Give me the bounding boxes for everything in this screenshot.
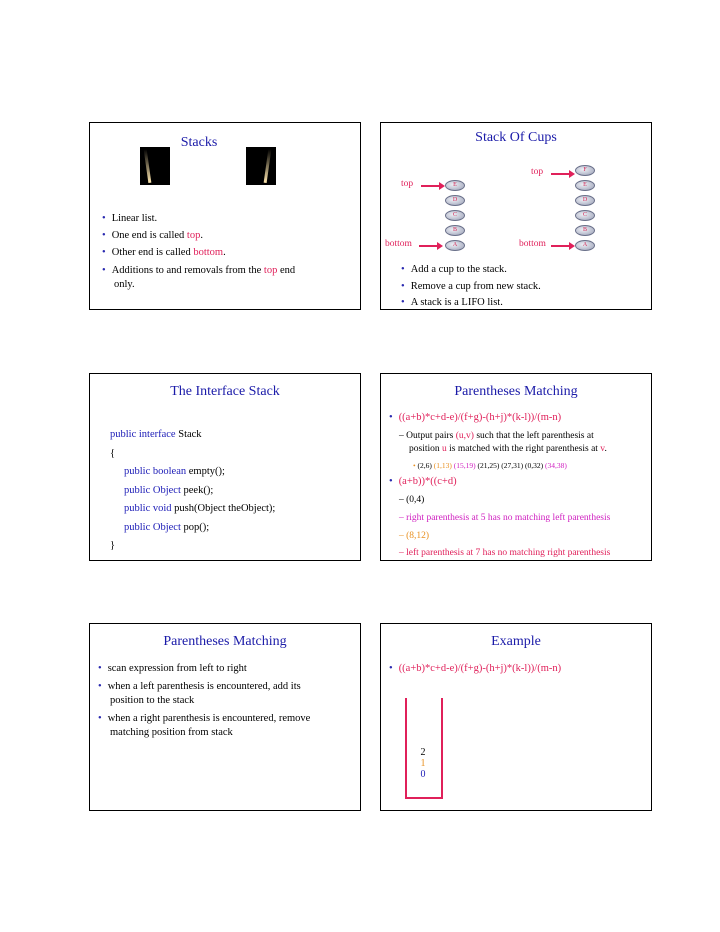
slide-interface-stack <box>89 373 361 561</box>
stack-entry: 1 <box>420 758 426 769</box>
bullet-bottom-end: • Other end is called bottom. <box>102 247 226 258</box>
cup: E <box>445 180 465 191</box>
slide-title: Parentheses Matching <box>163 634 287 649</box>
cup: E <box>575 180 595 191</box>
bottom-arrow-right <box>551 245 573 247</box>
slide-cups <box>380 122 652 310</box>
bullet-add-cup: • Add a cup to the stack. <box>401 264 507 275</box>
top-label-left: top <box>401 179 414 189</box>
result-unmatched-right: – right parenthesis at 5 has no matching left parenthesis <box>399 513 611 523</box>
bullet-lifo: • A stack is a LIFO list. <box>401 297 503 308</box>
slide-title: Example <box>491 634 541 649</box>
cup: D <box>445 195 465 206</box>
result-pair-2: – (8,12) <box>399 531 430 541</box>
cup: D <box>575 195 595 206</box>
bullet-top-end: • One end is called top. <box>102 230 203 241</box>
stack-entry: 0 <box>420 769 426 780</box>
cup: B <box>445 225 465 236</box>
bullet-expression: • ((a+b)*c+d-e)/(f+g)-(h+j)*(k-l))/(m-n) <box>389 412 562 423</box>
slide-title: Stacks <box>180 135 218 150</box>
slide-title: Stack Of Cups <box>475 130 557 145</box>
spotlight-image-left <box>140 147 170 185</box>
top-label-right: top <box>531 167 544 177</box>
cup: B <box>575 225 595 236</box>
matched-pairs-list: • (2,6) (1,13) (15,19) (21,25) (27,31) (0,32) (34,38) <box>413 461 567 470</box>
bottom-arrow-left <box>419 245 441 247</box>
code-close-brace: } <box>110 540 116 551</box>
slide-parentheses-matching-examples <box>380 373 652 561</box>
code-open-brace: { <box>110 448 116 459</box>
code-method-pop: public Object pop(); <box>124 522 210 533</box>
bullet-expression: • ((a+b)*c+d-e)/(f+g)-(h+j)*(k-l))/(m-n) <box>389 663 562 674</box>
result-pair-1: – (0,4) <box>399 495 425 505</box>
cup: C <box>445 210 465 221</box>
cup: A <box>575 240 595 251</box>
bullet-right-paren: • when a right parenthesis is encountered, remove matching position from stack <box>98 713 311 738</box>
bullet-scan: • scan expression from left to right <box>98 663 247 674</box>
spotlight-image-right <box>246 147 276 185</box>
code-method-peek: public Object peek(); <box>124 485 214 496</box>
slide-parentheses-matching-algorithm <box>89 623 361 811</box>
cup: A <box>445 240 465 251</box>
cup: C <box>575 210 595 221</box>
code-declaration: public interface Stack <box>110 429 202 440</box>
cup: F <box>575 165 595 176</box>
stack-entry: 2 <box>420 747 426 758</box>
result-unmatched-left: – left parenthesis at 7 has no matching right parenthesis <box>399 548 611 558</box>
code-method-push: public void push(Object theObject); <box>124 503 276 514</box>
bottom-label-right: bottom <box>519 239 546 249</box>
bullet-additions: • Additions to and removals from the top end only. <box>102 265 296 290</box>
code-method-empty: public boolean empty(); <box>124 466 225 477</box>
bottom-label-left: bottom <box>385 239 412 249</box>
slide-title: Parentheses Matching <box>454 384 578 399</box>
slide-stacks <box>89 122 361 310</box>
bullet-remove-cup: • Remove a cup from new stack. <box>401 281 541 292</box>
bullet-expression-2: • (a+b))*((c+d) <box>389 476 457 487</box>
output-pairs-text: – Output pairs (u,v) such that the left parenthesis at position u is matched with the right parenthesis at v. <box>399 431 607 454</box>
top-arrow-left <box>421 185 443 187</box>
bullet-linear-list: • Linear list. <box>102 213 158 224</box>
slide-title: The Interface Stack <box>170 384 280 399</box>
slide-example <box>380 623 652 811</box>
bullet-left-paren: • when a left parenthesis is encountered, add its position to the stack <box>98 681 301 706</box>
top-arrow-right <box>551 173 573 175</box>
